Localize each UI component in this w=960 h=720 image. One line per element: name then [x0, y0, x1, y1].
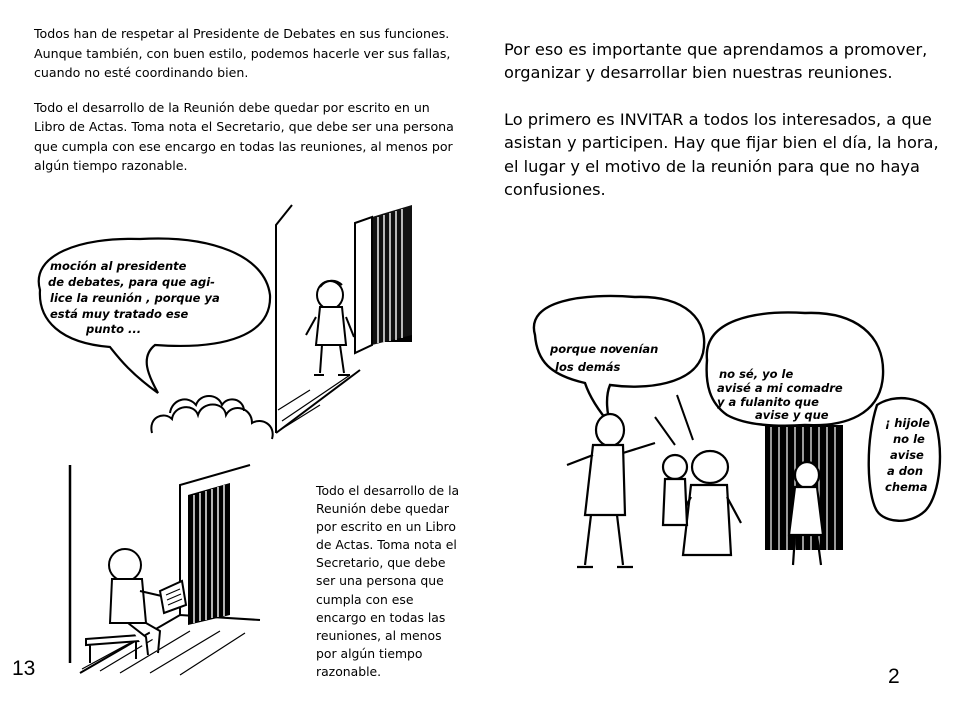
bubble-3-line-2: no le: [893, 432, 925, 446]
audience-heads: [151, 405, 272, 440]
speech-bubble-line-4: está muy tratado ese: [50, 307, 189, 321]
right-paragraph-1: Por eso es importante que aprendamos a promover, organizar y desarrollar bien nuestras reuniones.: [504, 40, 928, 83]
speech-bubble-line-3: lice la reunión , porque ya: [50, 291, 220, 305]
room-corner: [276, 205, 292, 433]
illustration-group-meeting: [505, 275, 945, 595]
bubble-2-line-3: y a fulanito que: [717, 395, 819, 409]
speech-bubble-line-2: de debates, para que agi-: [48, 275, 215, 289]
bubble-2-line-4: avise y que: [755, 408, 829, 422]
illustration-motion-to-president: [20, 195, 470, 450]
left-intro-text: [34, 24, 464, 191]
left-caption-text: Todo el desarrollo de la Reunión debe quedar por escrito en un Libro de Actas. Toma nota el Secretario, que debe ser una persona que cumpla con ese encargo en todas las reuniones, al menos por algún tiempo razonable.: [316, 483, 460, 679]
bubble-2-line-2: avisé a mi comadre: [717, 381, 843, 395]
bubble-2-line-1: no sé, yo le: [719, 367, 794, 381]
right-main-text: [504, 38, 944, 224]
left-intro-paragraph-2: Todo el desarrollo de la Reunión debe quedar por escrito en un Libro de Actas. Toma nota el Secretario, que debe ser una persona que cumpla con ese encargo en todas las reuniones, al menos por algún tiempo razonable.: [34, 99, 454, 173]
left-intro-paragraph-1: Todos han de respetar al Presidente de Debates en sus funciones. Aunque también, con buen estilo, podemos hacerle ver sus fallas, cuando no esté coordinando bien.: [34, 26, 451, 80]
bubble-1-line-3: los demás: [555, 360, 621, 374]
speech-bubble-line-1: moción al presidente: [50, 259, 187, 273]
bubble-3-line-3: avise: [890, 448, 924, 462]
bubble-3-line-5: chema: [885, 480, 928, 494]
bubble-1-line-1: porque no: [550, 342, 617, 356]
man-standing-figure: [306, 281, 354, 375]
bubble-1-line-2: venían: [615, 342, 659, 356]
speech-bubble-line-5: punto ...: [86, 322, 142, 336]
right-paragraph-2: Lo primero es INVITAR a todos los interesados, a que asistan y participen. Hay que fijar bien el día, la hora, el lugar y el motivo de la reunión para que no haya confusiones.: [504, 109, 939, 200]
page-number-left: 13: [12, 657, 36, 680]
right-page: [480, 0, 960, 720]
bubble-3-line-1: ¡ hijole: [885, 416, 930, 430]
dark-doorway: [355, 205, 412, 353]
bench: [86, 635, 140, 663]
man-gesturing-figure: [567, 414, 655, 567]
bubble-3-line-4: a don: [887, 464, 924, 478]
illustration-secretary-writing: [70, 455, 310, 685]
dark-doorway-2: [188, 483, 230, 625]
child-figure: [663, 455, 687, 525]
page-number-right: 2: [888, 665, 900, 688]
